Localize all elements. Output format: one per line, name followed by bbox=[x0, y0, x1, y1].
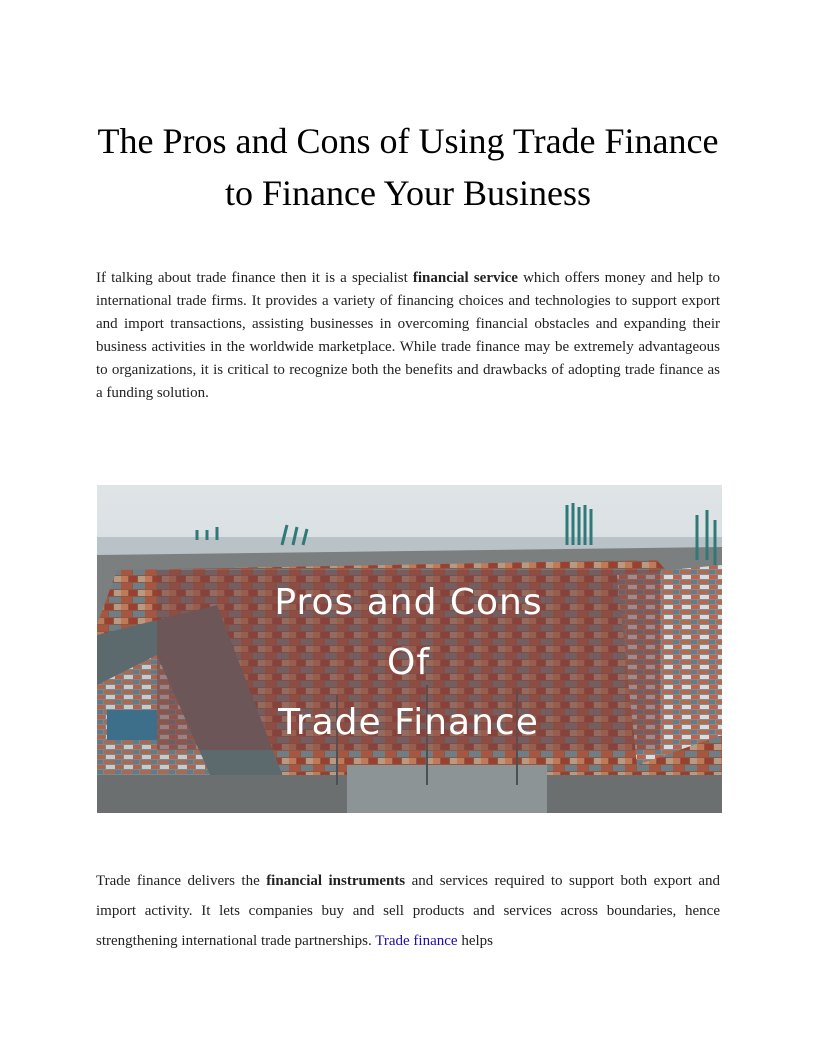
overlay-line-2: Of bbox=[386, 642, 430, 683]
hero-image bbox=[97, 485, 722, 813]
body-paragraph bbox=[96, 866, 720, 956]
overlay-line-3: Trade Finance bbox=[278, 702, 539, 743]
overlay-line-1: Pros and Cons bbox=[274, 582, 543, 623]
body-text-end: helps bbox=[457, 933, 493, 949]
intro-paragraph bbox=[96, 267, 720, 405]
intro-text-end: which offers money and help to international trade firms. It provides a variety of financing choices and technologies to support export and import transactions, assisting businesses in overcoming financial obstacles and expanding their business activities in the worldwide marketplace. While trade finance may be extremely advantageous to organizations, it is critical to recognize both the benefits and drawbacks of adopting trade finance as a funding solution. bbox=[96, 270, 720, 401]
intro-text-start: If talking about trade finance then it is a specialist bbox=[96, 270, 413, 286]
intro-bold-term: financial service bbox=[412, 270, 518, 286]
body-text-middle: and services required to support both export and import activity. It lets companies buy and sell products and services across boundaries, hence strengthening international trade partnerships. bbox=[96, 873, 720, 949]
trade-finance-link[interactable]: Trade finance bbox=[375, 933, 458, 949]
page-title: The Pros and Cons of Using Trade Finance to Finance Your Business bbox=[97, 121, 719, 213]
body-text-start: Trade finance delivers the bbox=[96, 873, 267, 889]
body-bold-term: financial instruments bbox=[266, 873, 406, 889]
hero-overlay-text bbox=[157, 573, 660, 753]
